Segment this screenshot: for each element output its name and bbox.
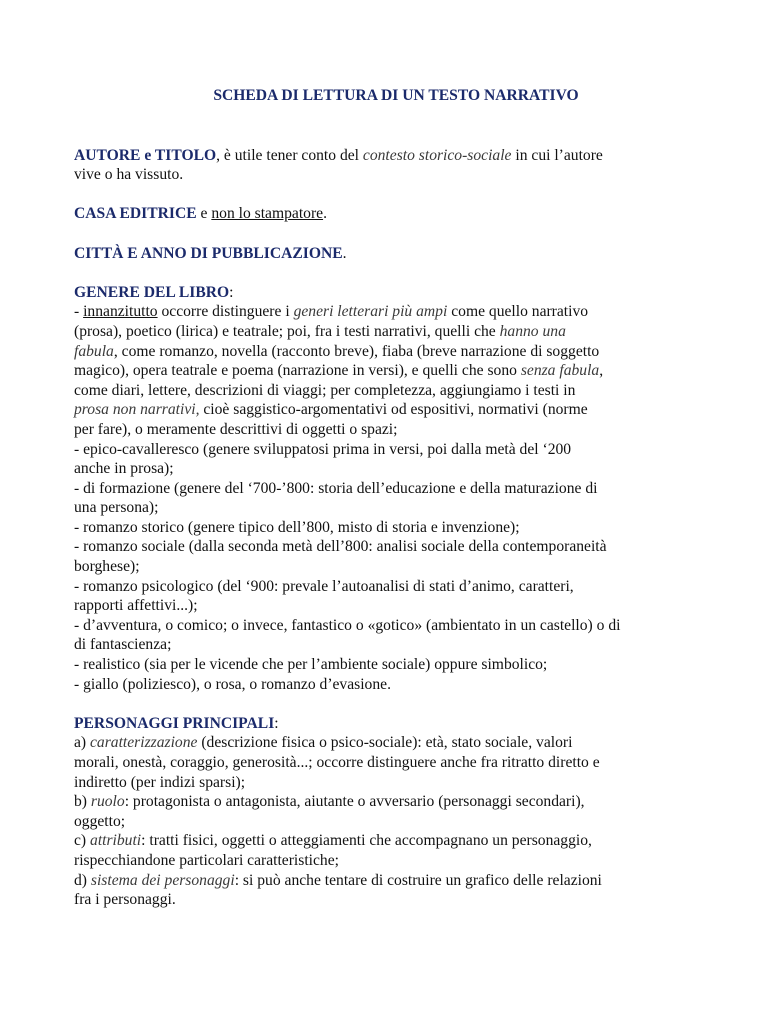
document-page xyxy=(74,86,698,910)
section-genere: GENERE DEL LIBRO: - innanzitutto occorre distinguere i generi letterari più ampi come quello narrativo (prosa), poetico (lirica) e teatrale; poi, fra i testi narrativi, quelli che hanno una fabula, come romanzo, novella (racconto breve), fiaba (breve narrazione di soggetto magico), opera teatrale e poema (narrazione in versi), e quelli che sono senza fabula, come diari, lettere, descrizioni di viaggi; per completezza, aggiungiamo i testi in prosa non narrativi, cioè saggistico-argomentativi od espositivi, normativi (norme per fare), o meramente descrittivi di oggetti o spazi; - epico-cavalleresco (genere sviluppatosi prima in versi, poi dalla metà del ‘200 anche in prosa); - di formazione (genere del ‘700-’800: storia dell’educazione e della maturazione di una persona); - romanzo storico (genere tipico dell’800, misto di storia e invenzione); - romanzo sociale (dalla seconda metà dell’800: analisi sociale della contemporaneità borghese); - romanzo psicologico (del ‘900: prevale l’autoanalisi di stati d’animo, caratteri, rapporti affettivi...); - d’avventura, o comico; o invece, fantastico o «gotico» (ambientato in un castello) o di di fantascienza; - realistico (sia per le vicende che per l’ambiente sociale) oppure simbolico; - giallo (poliziesco), o rosa, o romanzo d’evasione. xyxy=(74,283,621,693)
document-title: SCHEDA DI LETTURA DI UN TESTO NARRATIVO xyxy=(213,87,579,104)
section-casa-editrice: CASA EDITRICE e non lo stampatore. xyxy=(74,205,327,223)
section-citta-anno: CITTÀ E ANNO DI PUBBLICAZIONE. xyxy=(74,244,347,262)
heading-genere: GENERE DEL LIBRO xyxy=(74,283,230,301)
section-personaggi: PERSONAGGI PRINCIPALI: a) caratterizzazione (descrizione fisica o psico-sociale): età, stato sociale, valori morali, onestà, coraggio, generosità...; occorre distinguere anche fra ritratto diretto e indiretto (per indizi sparsi); b) ruolo: protagonista o antagonista, aiutante o avversario (personaggi secondari), oggetto; c) attributi: tratti fisici, oggetti o atteggiamenti che accompagnano un personaggio, rispecchiandone particolari caratteristiche; d) sistema dei personaggi: si può anche tentare di costruire un grafico delle relazioni fra i personaggi. xyxy=(74,714,602,909)
heading-casa-editrice: CASA EDITRICE xyxy=(74,205,197,223)
heading-citta-anno: CITTÀ E ANNO DI PUBBLICAZIONE xyxy=(74,244,343,262)
heading-autore: AUTORE e TITOLO xyxy=(74,146,217,164)
heading-personaggi: PERSONAGGI PRINCIPALI xyxy=(74,714,275,732)
section-autore: AUTORE e TITOLO, è utile tener conto del contesto storico-sociale in cui l’autore vive o ha vissuto. xyxy=(74,146,603,184)
